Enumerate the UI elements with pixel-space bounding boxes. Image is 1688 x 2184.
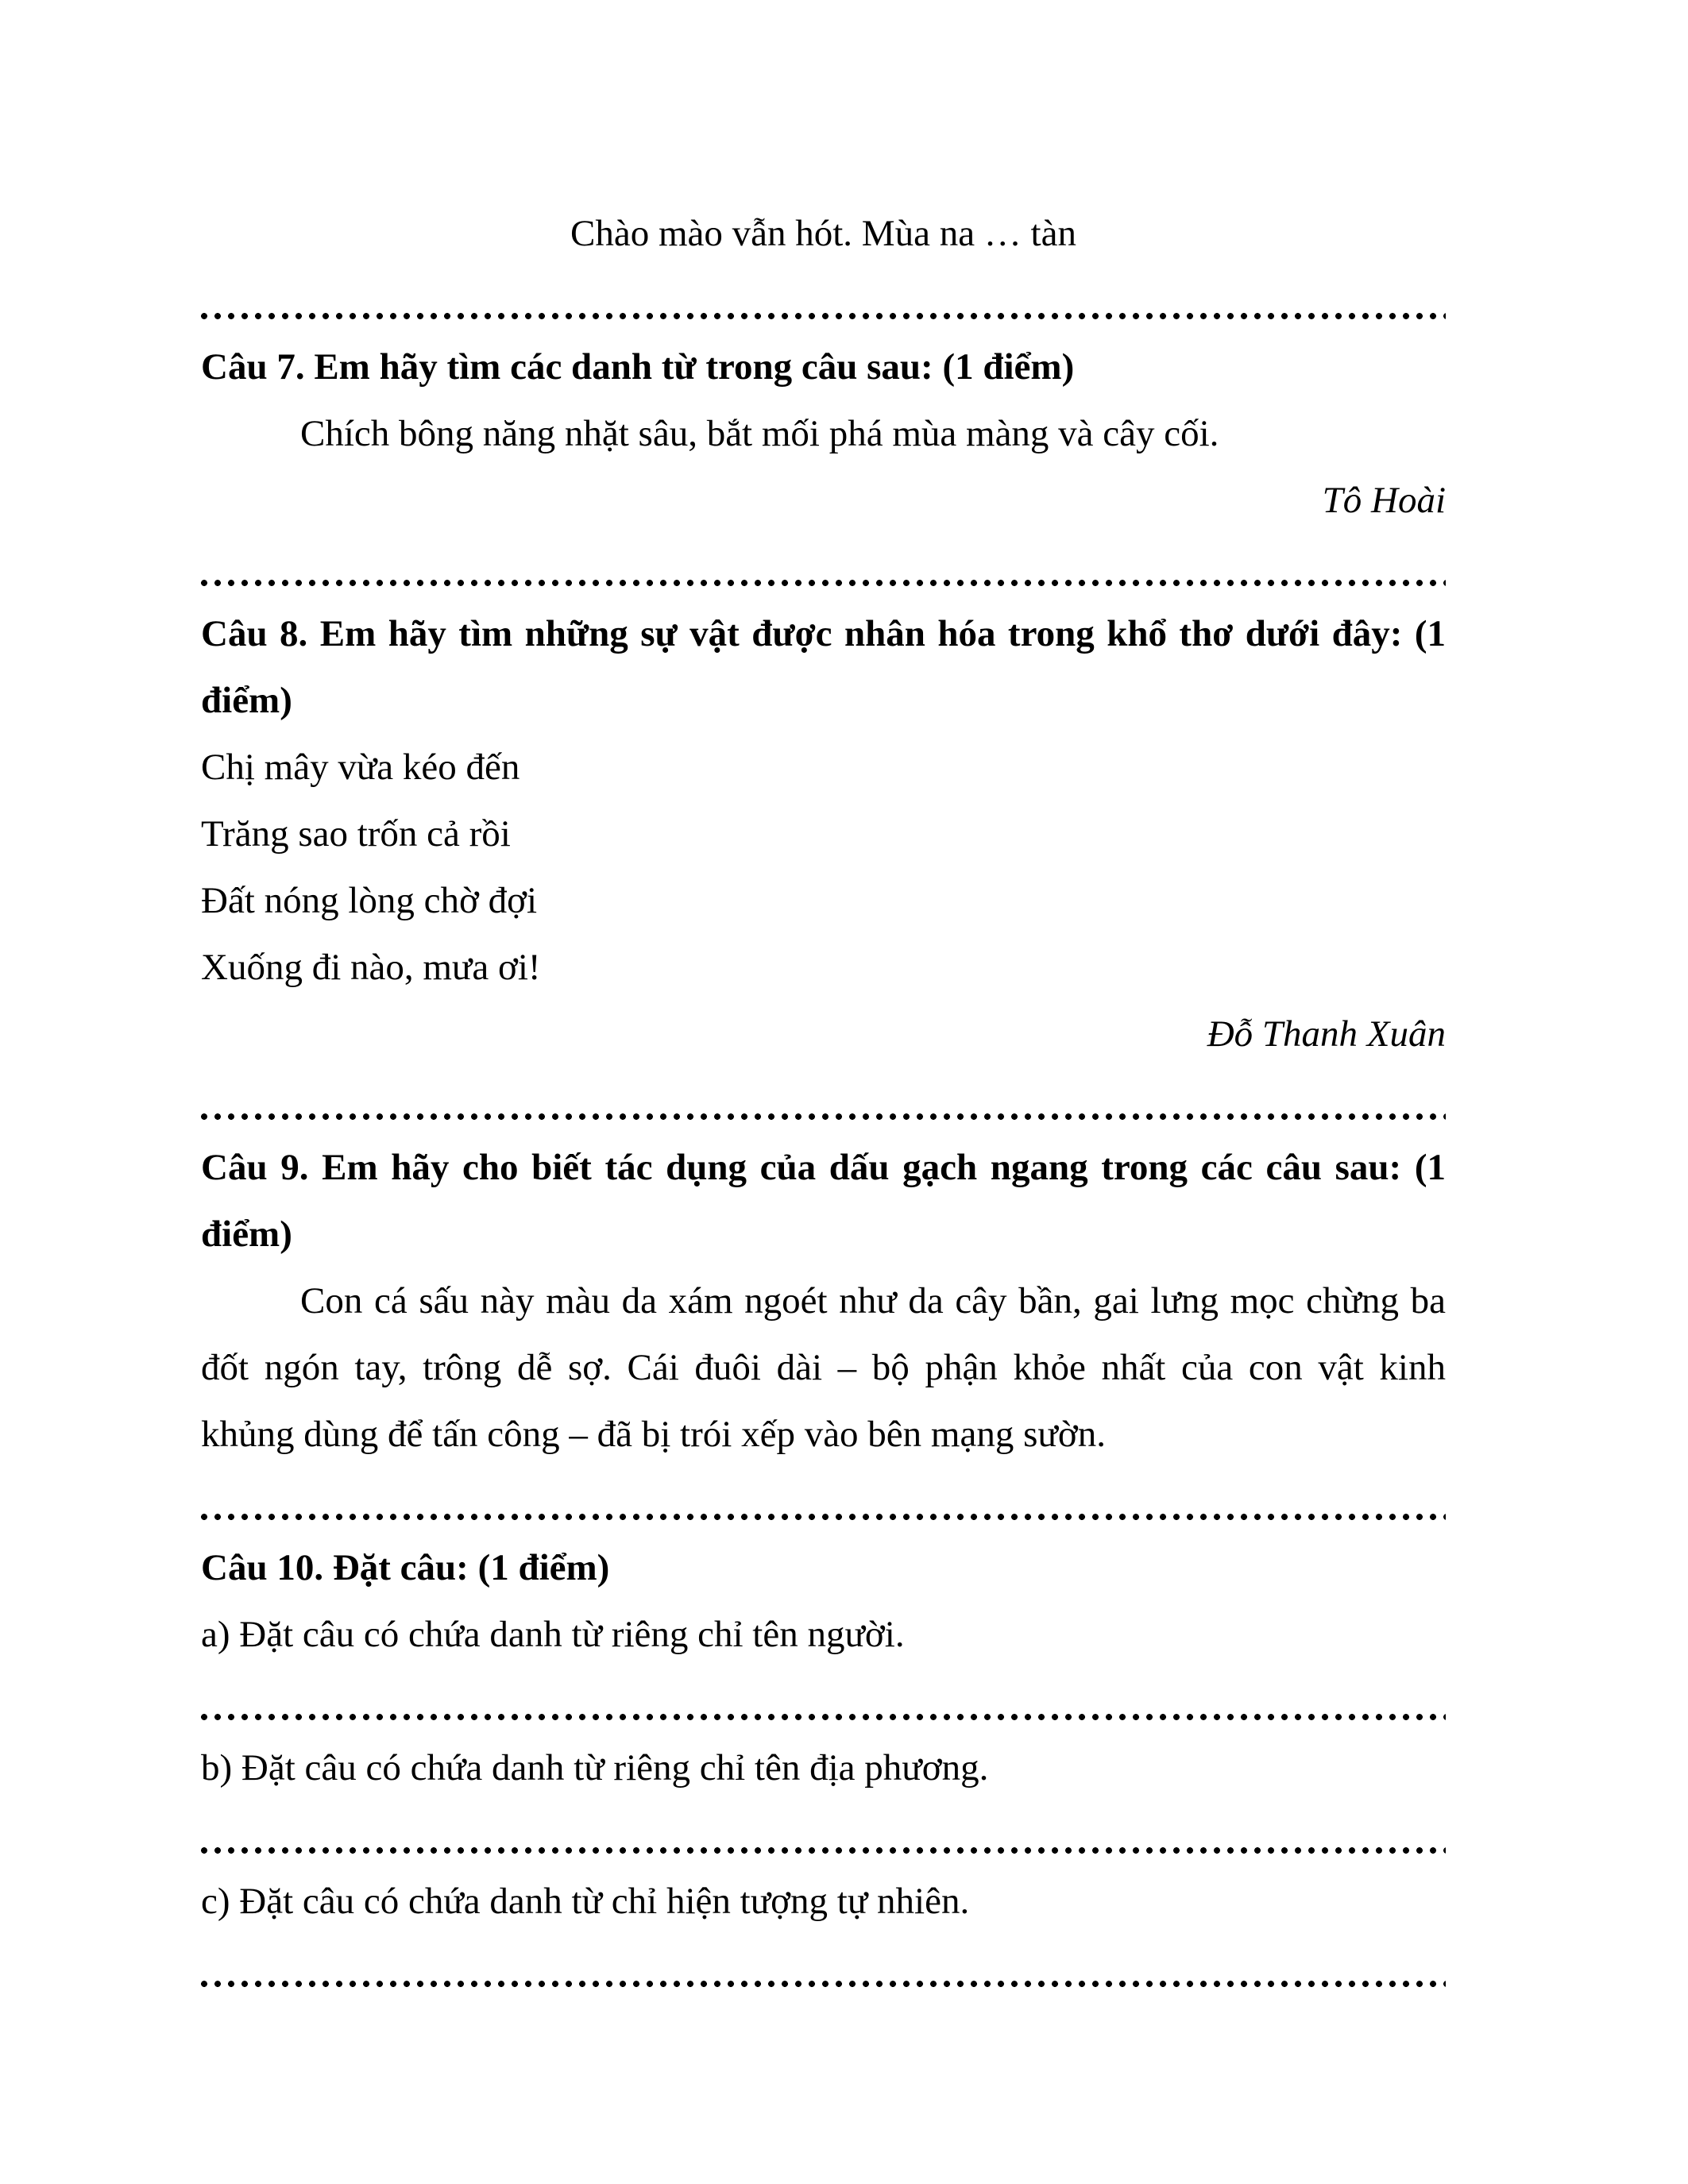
q9-paragraph-line: Con cá sấu này màu da xám ngoét như da cây bần, gai lưng mọc chừng ba <box>300 1280 1446 1322</box>
q10-item-b: b) Đặt câu có chứa danh từ riêng chỉ tên địa phương. <box>201 1747 989 1788</box>
q10-item-a: a) Đặt câu có chứa danh từ riêng chỉ tên người. <box>201 1614 905 1655</box>
poem-line: Đất nóng lòng chờ đợi <box>201 880 538 921</box>
q10-heading: Câu 10. Đặt câu: (1 điểm) <box>201 1547 610 1588</box>
q8-heading-line1: Câu 8. Em hãy tìm những sự vật được nhân hóa trong khổ thơ dưới đây: (1 <box>201 613 1446 654</box>
q8-heading-line2: điểm) <box>201 680 292 721</box>
q8-poem <box>201 734 1446 1001</box>
q7-author: Tô Hoài <box>1322 480 1446 521</box>
dotted-answer-line <box>201 1468 1446 1534</box>
q9-paragraph-line: khủng dùng để tấn công – đã bị trói xếp vào bên mạng sườn. <box>201 1414 1106 1455</box>
poem-line: Xuống đi nào, mưa ơi! <box>201 947 541 988</box>
dotted-answer-line <box>201 1067 1446 1134</box>
dotted-answer-line <box>201 1801 1446 1868</box>
q7-heading: Câu 7. Em hãy tìm các danh từ trong câu sau: (1 điểm) <box>201 346 1075 388</box>
q9-heading-line1: Câu 9. Em hãy cho biết tác dụng của dấu gạch ngang trong các câu sau: (1 <box>201 1147 1446 1188</box>
poem-line: Trăng sao trốn cả rồi <box>201 813 511 855</box>
q8-author: Đỗ Thanh Xuân <box>1207 1013 1446 1055</box>
q9-heading-line2: điểm) <box>201 1214 292 1255</box>
q9-paragraph <box>201 1268 1446 1468</box>
dotted-answer-line <box>201 534 1446 600</box>
q7-sentence: Chích bông năng nhặt sâu, bắt mối phá mùa màng và cây cối. <box>300 413 1219 454</box>
document-content <box>201 200 1446 2001</box>
q10-item-c: c) Đặt câu có chứa danh từ chỉ hiện tượng tự nhiên. <box>201 1881 970 1922</box>
intro-fill-line: Chào mào vẫn hót. Mùa na … tàn <box>570 213 1076 254</box>
dotted-answer-line <box>201 1668 1446 1734</box>
poem-line: Chị mây vừa kéo đến <box>201 747 520 788</box>
q9-paragraph-line: đốt ngón tay, trông dễ sợ. Cái đuôi dài – bộ phận khỏe nhất của con vật kinh <box>201 1347 1446 1388</box>
dotted-answer-line <box>201 1935 1446 2001</box>
dotted-answer-line <box>201 267 1446 334</box>
